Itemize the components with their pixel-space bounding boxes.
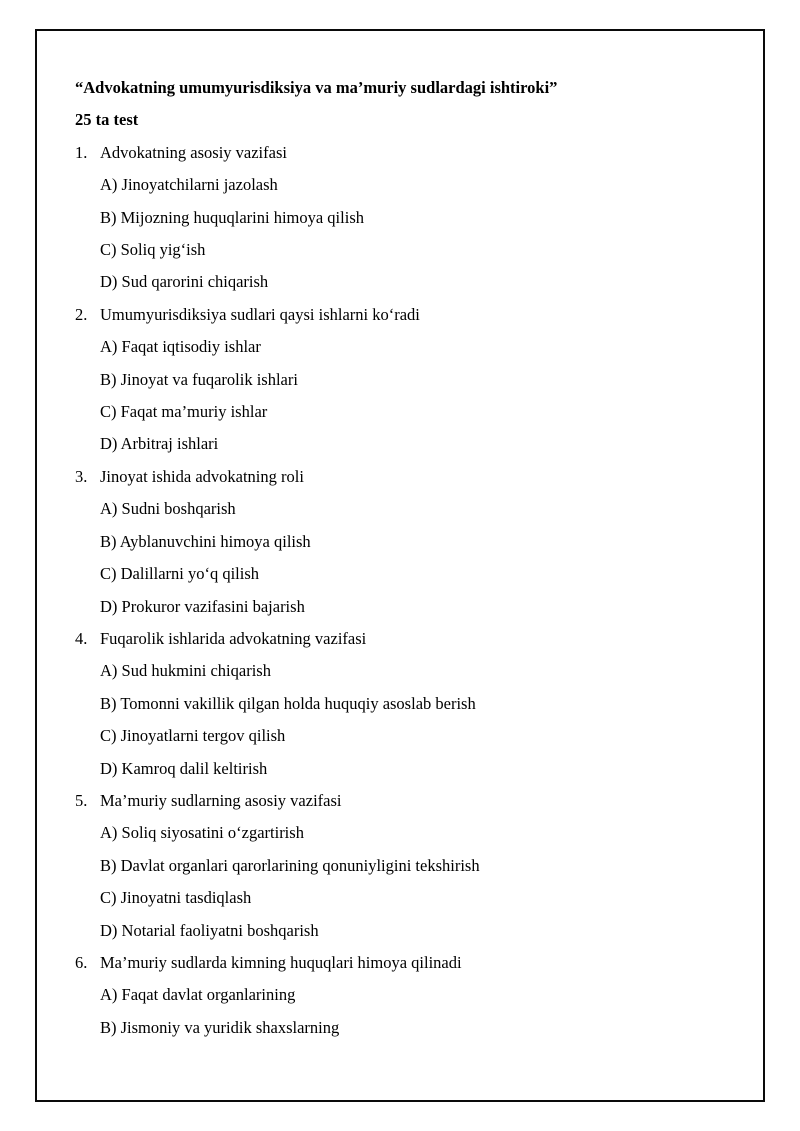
question-item [75, 299, 740, 461]
document-title: “Advokatning umumyurisdiksiya va ma’muriy sudlardagi ishtiroki” [75, 78, 558, 97]
answer-option: C) Jinoyatni tasdiqlash [100, 888, 252, 908]
question-text: Advokatning asosiy vazifasi [100, 142, 287, 162]
question-item [75, 461, 740, 623]
answer-option: C) Jinoyatlarni tergov qilish [100, 726, 286, 746]
question-number: 6. [75, 952, 88, 972]
answer-option: C) Faqat ma’muriy ishlar [100, 402, 268, 422]
question-line [75, 137, 740, 169]
question-item [75, 623, 740, 785]
answer-option: B) Tomonni vakillik qilgan holda huquqiy asoslab berish [100, 693, 476, 713]
question-text: Umumyurisdiksiya sudlari qaysi ishlarni ko‘radi [100, 304, 420, 324]
question-text: Jinoyat ishida advokatning roli [100, 466, 304, 486]
answer-option: D) Arbitraj ishlari [100, 434, 219, 454]
answer-option: B) Davlat organlari qarorlarining qonuniyligini tekshirish [100, 855, 480, 875]
answer-option: A) Jinoyatchilarni jazolash [100, 175, 278, 195]
question-number: 5. [75, 790, 88, 810]
question-item [75, 137, 740, 299]
question-line [75, 785, 740, 817]
answer-option: A) Faqat davlat organlarining [100, 985, 296, 1005]
question-item [75, 947, 740, 1044]
question-number: 3. [75, 466, 88, 486]
answer-option: D) Sud qarorini chiqarish [100, 272, 269, 292]
answer-option: D) Notarial faoliyatni boshqarish [100, 920, 319, 940]
answer-option: B) Mijozning huquqlarini himoya qilish [100, 207, 364, 227]
answer-option: D) Prokuror vazifasini bajarish [100, 596, 305, 616]
answer-option: C) Dalillarni yo‘q qilish [100, 564, 260, 584]
answer-option: C) Soliq yig‘ish [100, 240, 206, 260]
answer-option: B) Jinoyat va fuqarolik ishlari [100, 369, 298, 389]
document-content [75, 72, 740, 1044]
question-number: 2. [75, 304, 88, 324]
question-line [75, 461, 740, 493]
question-line [75, 623, 740, 655]
answer-option: A) Faqat iqtisodiy ishlar [100, 337, 261, 357]
question-number: 1. [75, 142, 88, 162]
question-number: 4. [75, 628, 88, 648]
answer-option: B) Ayblanuvchini himoya qilish [100, 531, 311, 551]
answer-option: D) Kamroq dalil keltirish [100, 758, 268, 778]
question-line [75, 299, 740, 331]
question-text: Fuqarolik ishlarida advokatning vazifasi [100, 628, 367, 648]
question-text: Ma’muriy sudlarda kimning huquqlari himoya qilinadi [100, 952, 462, 972]
answer-option: A) Sud hukmini chiqarish [100, 661, 271, 681]
question-line [75, 947, 740, 979]
question-item [75, 785, 740, 947]
answer-option: A) Soliq siyosatini o‘zgartirish [100, 823, 304, 843]
answer-option: A) Sudni boshqarish [100, 499, 236, 519]
test-count-label: 25 ta test [75, 110, 139, 130]
question-list [75, 137, 740, 1044]
answer-option: B) Jismoniy va yuridik shaxslarning [100, 1017, 340, 1037]
question-text: Ma’muriy sudlarning asosiy vazifasi [100, 790, 342, 810]
